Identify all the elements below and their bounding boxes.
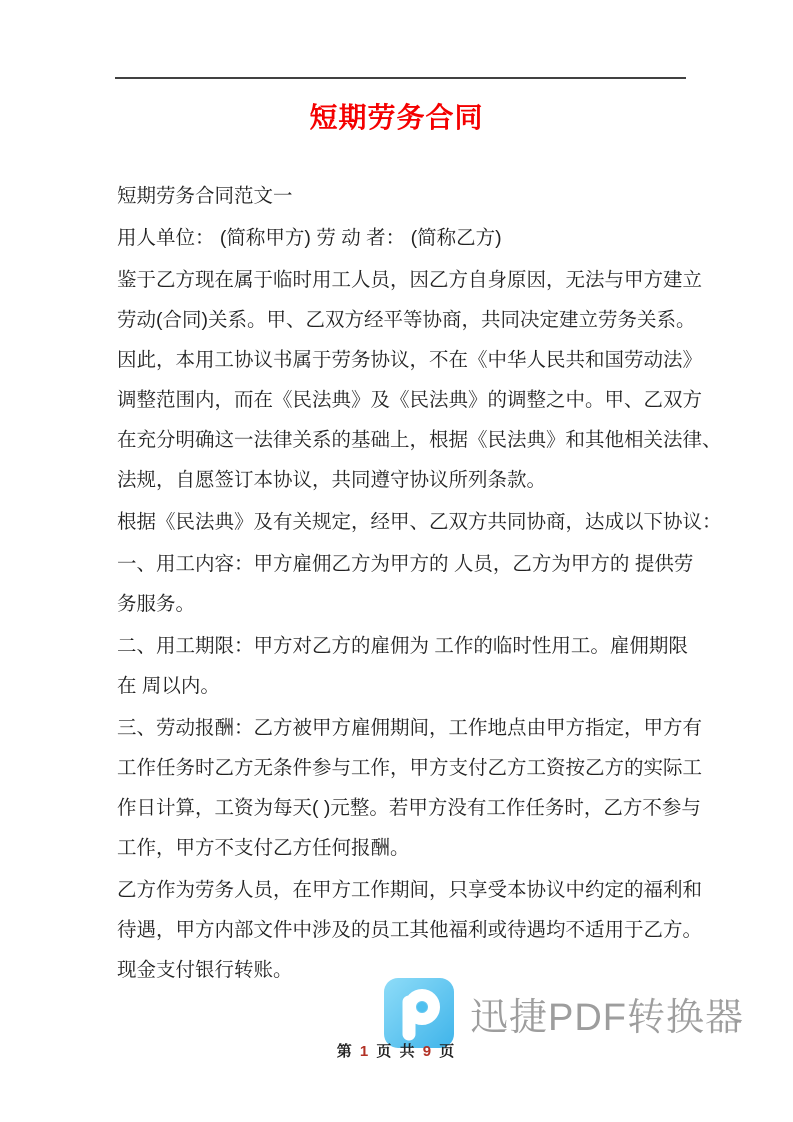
text-line: 工作，甲方不支付乙方任何报酬。 — [117, 837, 410, 859]
paragraph — [117, 176, 695, 216]
document-title: 短期劳务合同 — [309, 102, 484, 133]
text-line: 一、用工内容：甲方雇佣乙方为甲方的 人员，乙方为甲方的 提供劳 — [117, 553, 694, 575]
document-body — [117, 176, 722, 992]
paragraph — [117, 544, 695, 624]
text-line: 劳动(合同)关系。甲、乙双方经平等协商，共同决定建立劳务关系。 — [117, 309, 696, 331]
text-line: 务服务。 — [117, 593, 196, 615]
footer-segment: 9 — [422, 1043, 434, 1060]
text-line: 三、劳动报酬：乙方被甲方雇佣期间，工作地点由甲方指定，甲方有 — [117, 717, 703, 739]
text-line: 调整范围内，而在《民法典》及《民法典》的调整之中。甲、乙双方 — [117, 389, 703, 411]
text-line: 现金支付银行转账。 — [117, 959, 293, 981]
text-line: 用人单位： (简称甲方) 劳 动 者： (简称乙方) — [117, 227, 502, 249]
text-line: 鉴于乙方现在属于临时用工人员，因乙方自身原因，无法与甲方建立 — [117, 269, 703, 291]
text-line: 待遇，甲方内部文件中涉及的员工其他福利或待遇均不适用于乙方。 — [117, 919, 703, 941]
footer-segment: 页 共 — [370, 1043, 423, 1060]
brand-text: 迅捷PDF转换器 — [470, 996, 745, 1039]
text-line: 在充分明确这一法律关系的基础上，根据《民法典》和其他相关法律、 — [117, 429, 722, 451]
text-line: 二、用工期限：甲方对乙方的雇佣为 工作的临时性用工。雇佣期限 — [117, 635, 688, 657]
text-line: 在 周以内。 — [117, 675, 220, 697]
footer-segment: 页 — [433, 1043, 457, 1060]
footer-segment: 1 — [359, 1043, 371, 1060]
footer-segment: 第 — [336, 1043, 360, 1060]
paragraph — [117, 708, 703, 868]
paragraph — [117, 502, 722, 542]
paragraph — [117, 870, 703, 990]
header-rule — [115, 77, 686, 79]
text-line: 乙方作为劳务人员，在甲方工作期间，只享受本协议中约定的福利和 — [117, 879, 703, 901]
page-footer — [0, 1040, 793, 1061]
text-line: 根据《民法典》及有关规定，经甲、乙双方共同协商，达成以下协议： — [117, 511, 722, 533]
text-line: 工作任务时乙方无条件参与工作，甲方支付乙方工资按乙方的实际工 — [117, 757, 703, 779]
text-line: 作日计算，工资为每天( )元整。若甲方没有工作任务时，乙方不参与 — [117, 797, 701, 819]
text-line: 法规，自愿签订本协议，共同遵守协议所列条款。 — [117, 469, 547, 491]
text-line: 因此，本用工协议书属于劳务协议，不在《中华人民共和国劳动法》 — [117, 349, 703, 371]
paragraph — [117, 218, 695, 258]
paragraph — [117, 260, 722, 500]
text-line: 短期劳务合同范文一 — [117, 185, 293, 207]
paragraph — [117, 626, 695, 706]
